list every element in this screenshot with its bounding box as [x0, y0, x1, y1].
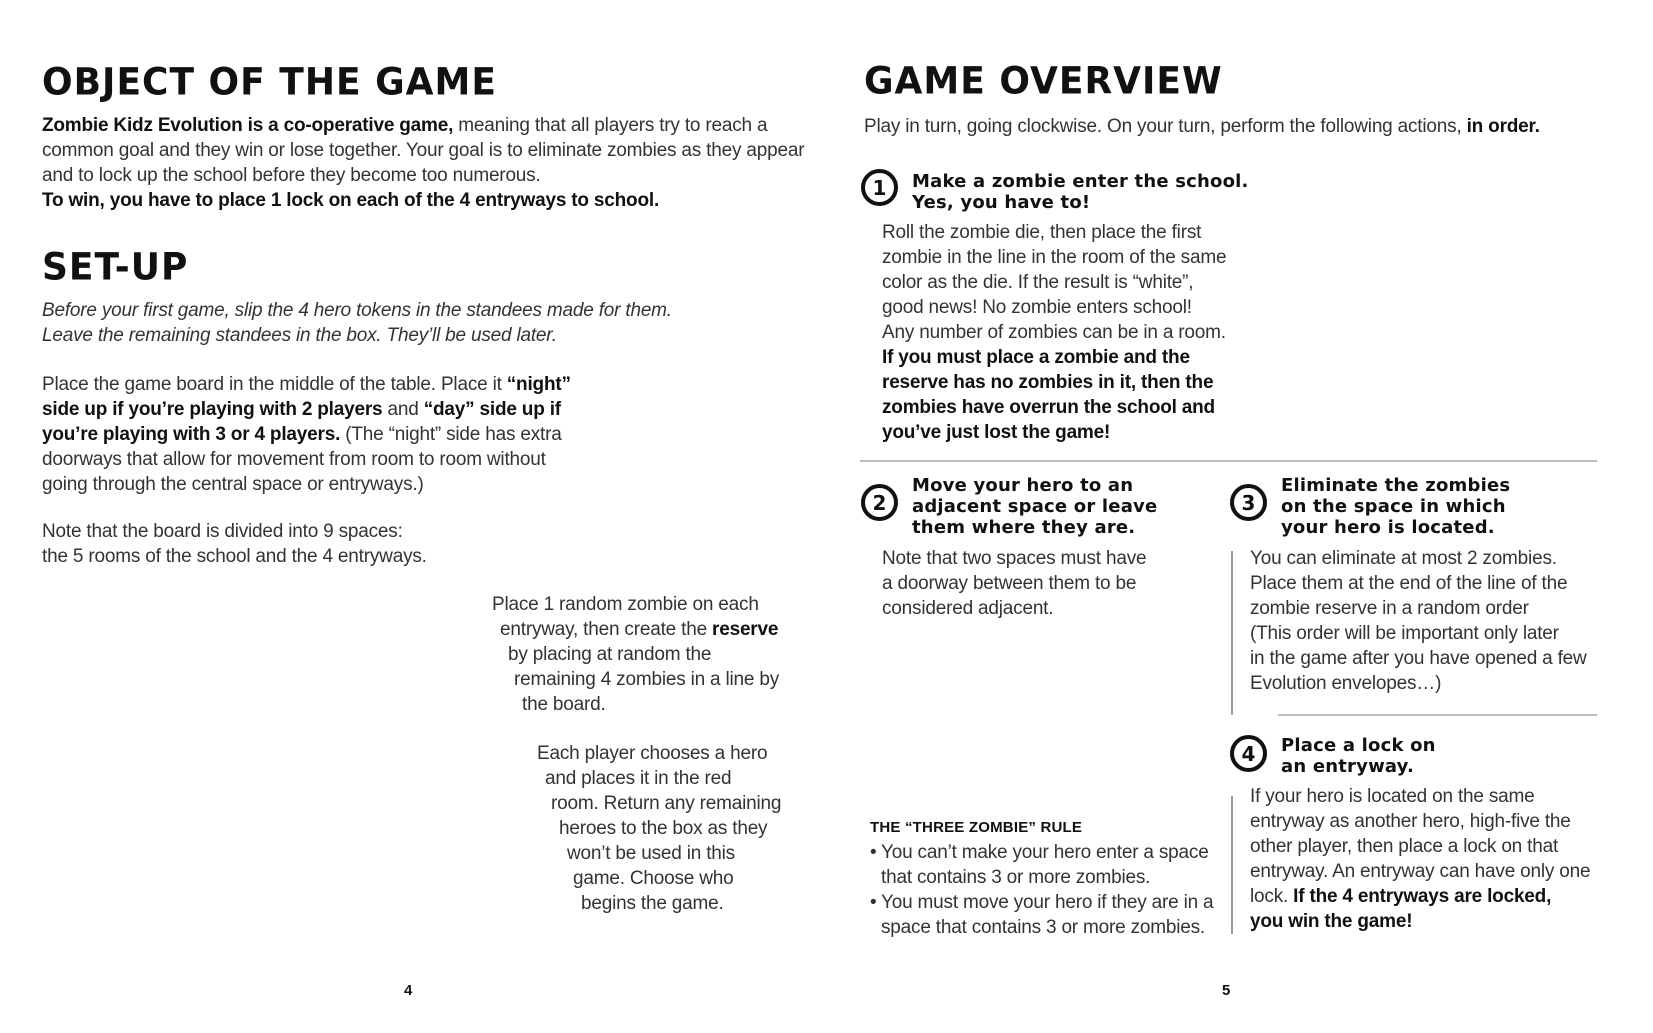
win-condition-text: To win, you have to place 1 lock on each of the 4 entryways to school. — [42, 190, 660, 211]
rule-text: • You must move your hero if they are in a — [881, 892, 1214, 913]
object-paragraph — [42, 113, 805, 213]
step-3-text: (This order will be important only later — [1250, 623, 1559, 644]
three-zombie-rule-list — [870, 840, 1213, 940]
step-3-title-line: your hero is located. — [1281, 517, 1495, 538]
object-bold-lead: Zombie Kidz Evolution is a co-operative game, — [42, 115, 454, 136]
setup-italic-line: Before your first game, slip the 4 hero tokens in the standees made for them. — [42, 300, 672, 321]
board-text: (The “night” side has extra — [340, 424, 562, 445]
board-text-bold: “night” — [506, 374, 571, 395]
step-2-text: considered adjacent. — [882, 598, 1054, 619]
section-divider — [860, 460, 1597, 462]
step-4-text: entryway as another hero, high-five the — [1250, 811, 1571, 832]
step-3-title-line: on the space in which — [1281, 496, 1506, 517]
note-text: Note that the board is divided into 9 spaces: — [42, 521, 403, 542]
rule-bullet — [870, 840, 1213, 890]
step-1-title — [912, 171, 1249, 213]
board-setup-paragraph — [42, 372, 571, 497]
setup-italic-note — [42, 298, 672, 348]
step-4-number-icon: 4 — [1230, 735, 1267, 772]
hero-text: won’t be used in this — [567, 843, 735, 864]
step-2-title-line: them where they are. — [912, 517, 1136, 538]
board-text: doorways that allow for movement from room to room without — [42, 449, 546, 470]
hero-text: begins the game. — [581, 893, 724, 914]
step-3-side-rule — [1231, 551, 1233, 715]
step-4-title-line: Place a lock on — [1281, 735, 1436, 756]
zombie-text: Place 1 random zombie on each — [492, 594, 759, 615]
hero-text: and places it in the red — [545, 768, 732, 789]
zombie-text: by placing at random the — [508, 644, 712, 665]
step-1-text: color as the die. If the result is “white”, — [882, 272, 1194, 293]
step-4-win-text: you win the game! — [1250, 911, 1413, 932]
step-1-lose-text: you’ve just lost the game! — [882, 422, 1111, 443]
step-3-text: Evolution envelopes…) — [1250, 673, 1442, 694]
step-4-text: If your hero is located on the same — [1250, 786, 1535, 807]
game-overview-heading: GAME OVERVIEW — [864, 59, 1223, 103]
board-text-bold: you’re playing with 3 or 4 players. — [42, 424, 341, 445]
zombie-text: entryway, then create the — [500, 619, 713, 640]
reserve-keyword: reserve — [712, 619, 779, 640]
hero-text: room. Return any remaining — [551, 793, 782, 814]
hero-placement-text — [537, 741, 781, 916]
step-1-title-line: Make a zombie enter the school. — [912, 171, 1249, 192]
step-3-title-line: Eliminate the zombies — [1281, 475, 1511, 496]
step-1-title-line: Yes, you have to! — [912, 192, 1091, 213]
step-4-text: lock. — [1250, 886, 1294, 907]
step-4-win-text: If the 4 entryways are locked, — [1293, 886, 1552, 907]
step-1-text: zombie in the line in the room of the same — [882, 247, 1227, 268]
three-zombie-rule-title: THE “THREE ZOMBIE” RULE — [870, 819, 1083, 836]
step-2-text: Note that two spaces must have — [882, 548, 1147, 569]
setup-italic-line: Leave the remaining standees in the box. They’ll be used later. — [42, 325, 557, 346]
hero-text: heroes to the box as they — [559, 818, 768, 839]
overview-text: Play in turn, going clockwise. On your turn, perform the following actions, — [864, 116, 1467, 137]
board-text-bold: side up if you’re playing with 2 players — [42, 399, 383, 420]
step-1-lose-text: If you must place a zombie and the — [882, 347, 1190, 368]
step-3-body — [1250, 546, 1587, 696]
page-number-right: 5 — [1222, 982, 1231, 999]
step-2-body — [882, 546, 1146, 621]
step-2-title — [912, 475, 1157, 538]
hero-text: game. Choose who — [573, 868, 734, 889]
page-number-left: 4 — [404, 982, 413, 999]
step-2-title-line: adjacent space or leave — [912, 496, 1158, 517]
step-3-text: You can eliminate at most 2 zombies. — [1250, 548, 1557, 569]
rule-text: • You can’t make your hero enter a space — [881, 842, 1209, 863]
step-1-lose-text: zombies have overrun the school and — [882, 397, 1215, 418]
zombie-placement-text — [492, 592, 779, 717]
step-4-body — [1250, 784, 1590, 934]
hero-text: Each player chooses a hero — [537, 743, 768, 764]
step-1-number-icon: 1 — [861, 169, 898, 206]
object-text: meaning that all players try to reach a — [453, 115, 768, 136]
board-text: Place the game board in the middle of the table. Place it — [42, 374, 507, 395]
step-1-text: Roll the zombie die, then place the first — [882, 222, 1202, 243]
object-text: common goal and they win or lose together. Your goal is to eliminate zombies as they appear — [42, 140, 805, 161]
step-3-text: Place them at the end of the line of the — [1250, 573, 1568, 594]
overview-bold: in order. — [1466, 116, 1540, 137]
step-4-text: entryway. An entryway can have only one — [1250, 861, 1591, 882]
step-2-text: a doorway between them to be — [882, 573, 1137, 594]
step-4-title — [1281, 735, 1436, 777]
step-1-body — [882, 220, 1226, 445]
rule-bullet — [870, 890, 1213, 940]
board-text: going through the central space or entryways.) — [42, 474, 424, 495]
step-3-number-icon: 3 — [1230, 484, 1267, 521]
step-4-side-rule — [1231, 796, 1233, 934]
rule-text: space that contains 3 or more zombies. — [881, 917, 1206, 938]
step-1-lose-text: reserve has no zombies in it, then the — [882, 372, 1214, 393]
zombie-text: the board. — [522, 694, 606, 715]
step-1-text: Any number of zombies can be in a room. — [882, 322, 1226, 343]
step-4-text: other player, then place a lock on that — [1250, 836, 1559, 857]
object-text: and to lock up the school before they become too numerous. — [42, 165, 541, 186]
note-text: the 5 rooms of the school and the 4 entryways. — [42, 546, 427, 567]
step-4-title-line: an entryway. — [1281, 756, 1415, 777]
step-2-title-line: Move your hero to an — [912, 475, 1134, 496]
overview-intro — [864, 114, 1540, 139]
board-spaces-note — [42, 519, 427, 569]
object-of-the-game-heading: OBJECT OF THE GAME — [42, 60, 497, 104]
step-3-text: in the game after you have opened a few — [1250, 648, 1587, 669]
step-divider — [1278, 714, 1597, 716]
step-3-text: zombie reserve in a random order — [1250, 598, 1529, 619]
zombie-text: remaining 4 zombies in a line by — [514, 669, 780, 690]
step-1-text: good news! No zombie enters school! — [882, 297, 1192, 318]
board-text: and — [382, 399, 424, 420]
setup-heading: SET-UP — [42, 245, 189, 289]
step-2-number-icon: 2 — [861, 484, 898, 521]
rule-text: that contains 3 or more zombies. — [881, 867, 1151, 888]
board-text-bold: “day” side up if — [423, 399, 561, 420]
step-3-title — [1281, 475, 1510, 538]
